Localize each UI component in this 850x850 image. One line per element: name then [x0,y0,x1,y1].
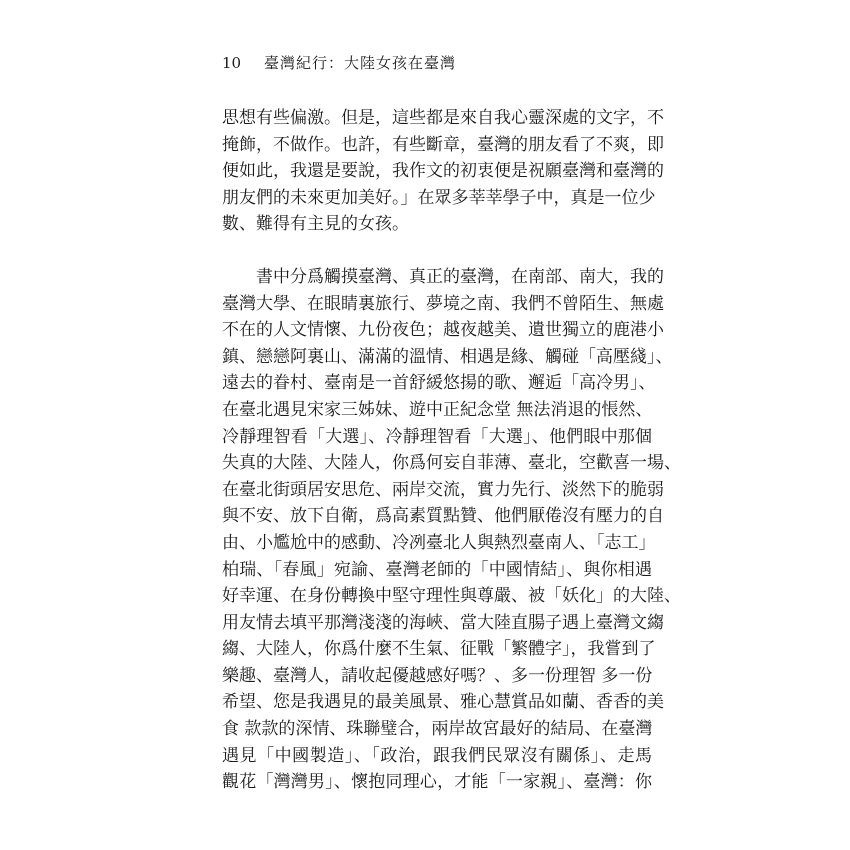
text-line: 由、小尷尬中的感動、冷冽臺北人與熱烈臺南人、「志工」 [222,532,656,553]
text-line: 遇見「中國製造」、「政治，跟我們民眾沒有關係」、走馬 [222,745,652,766]
text-line: 鎮、戀戀阿裏山、滿滿的溫情、相遇是緣、觸碰「高壓綫」、 [222,346,673,367]
book-title: 臺灣紀行：大陸女孩在臺灣 [264,54,457,72]
text-line: 希望、您是我遇見的最美風景、雅心慧賞品如蘭、香香的美 [222,692,664,713]
text-line: 思想有些偏激。但是，這些都是來自我心靈深處的文字，不 [222,108,664,128]
text-line: 掩飾，不做作。也許，有些斷章，臺灣的朋友看了不爽，即 [222,134,664,155]
text-line: 好幸運、在身份轉換中堅守理性與尊嚴、被「妖化」的大陸、 [222,586,681,607]
running-head [222,50,642,76]
page-number: 10 [222,54,242,72]
text-line: 縐、大陸人，你爲什麼不生氣、征戰「繁體字」，我嘗到了 [222,639,656,660]
text-line: 便如此，我還是要說，我作文的初衷便是祝願臺灣和臺灣的 [222,161,664,182]
text-line: 用友情去填平那灣淺淺的海峽、當大陸直腸子遇上臺灣文縐 [222,612,664,633]
text-line: 在臺北遇見宋家三姊妹、遊中正紀念堂 無法消退的悵然、 [222,399,653,420]
text-line: 失真的大陸、大陸人，你爲何妄自菲薄、臺北，空歡喜一場、 [222,453,681,474]
text-line: 與不安、放下自衛，爲高素質點贊、他們厭倦沒有壓力的自 [222,506,664,527]
text-line: 樂趣、臺灣人，請收起優越感好嗎？、多一份理智 多一份 [222,665,653,686]
text-line: 書中分爲觸摸臺灣、真正的臺灣，在南部、南大，我的 [256,266,664,287]
text-line: 不在的人文情懷、九份夜色；越夜越美、遺世獨立的鹿港小 [222,320,664,341]
body-text [222,105,681,796]
text-line: 臺灣大學、在眼睛裏旅行、夢境之南、我們不曾陌生、無處 [222,293,664,314]
text-line: 柏瑞、「春風」宛諭、臺灣老師的「中國情結」、與你相遇 [222,559,652,580]
paragraph-gap [222,238,652,264]
text-line: 觀花「灣灣男」、懷抱同理心，才能「一家親」、臺灣：你 [222,772,652,793]
text-line: 食 款款的深情、珠聯璧合，兩岸故宮最好的結局、在臺灣 [222,719,653,740]
paragraph-1 [222,105,664,238]
text-line: 朋友們的未來更加美好。」在眾多莘莘學子中，真是一位少 [222,187,656,208]
text-line: 冷靜理智看「大選」、冷靜理智看「大選」、他們眼中那個 [222,426,652,447]
paragraph-2 [222,264,681,796]
text-line: 遠去的眷村、臺南是一首舒緩悠揚的歌、邂逅「高冷男」、 [222,373,656,394]
text-line: 數、難得有主見的女孩。 [222,214,409,235]
text-line: 在臺北街頭居安思危、兩岸交流，實力先行、淡然下的脆弱 [222,479,664,500]
